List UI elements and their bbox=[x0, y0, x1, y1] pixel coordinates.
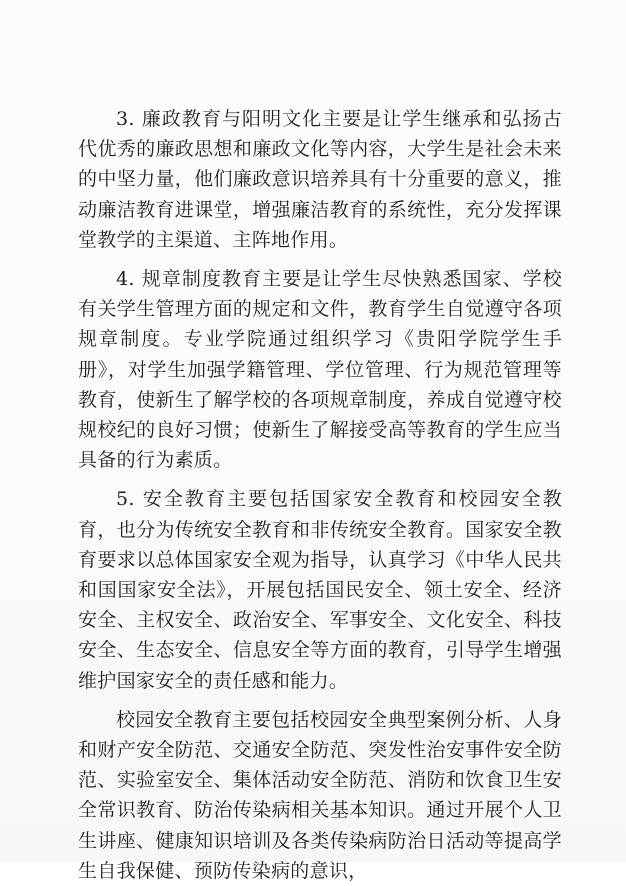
paragraph-safety-education: 5. 安全教育主要包括国家安全教育和校园安全教育，也分为传统安全教育和非传统安全教育。国家安全教育要求以总体国家安全观为指导，认真学习《中华人民共和国国家安全法》，开展包括国民安全、领土安全、经济安全、主权安全、政治安全、军事安全、文化安全、科技安全、生态安全、信息安全等方面的教育，引导学生增强维护国家安全的责任感和能力。 bbox=[78, 488, 562, 692]
paragraph-campus-safety: 校园安全教育主要包括校园安全典型案例分析、人身和财产安全防范、交通安全防范、突发性治安事件安全防范、实验室安全、集体活动安全防范、消防和饮食卫生安全常识教育、防治传染病相关基本知识。通过开展个人卫生讲座、健康知识培训及各类传染病防治日活动等提高学生自我保健、预防传染病的意识， bbox=[78, 708, 562, 882]
paragraph-integrity-education: 3. 廉政教育与阳明文化主要是让学生继承和弘扬古代优秀的廉政思想和廉政文化等内容，大学生是社会未来的中坚力量，他们廉政意识培养具有十分重要的意义，推动廉洁教育进课堂，增强廉洁教育的系统性，充分发挥课堂教学的主渠道、主阵地作用。 bbox=[78, 108, 562, 251]
document-body bbox=[78, 104, 562, 886]
paragraph-rules-education: 4. 规章制度教育主要是让学生尽快熟悉国家、学校有关学生管理方面的规定和文件，教育学生自觉遵守各项规章制度。专业学院通过组织学习《贵阳学院学生手册》，对学生加强学籍管理、学位管理、行为规范管理等教育，使新生了解学校的各项规章制度，养成自觉遵守校规校纪的良好习惯；使新生了解接受高等教育的学生应当具备的行为素质。 bbox=[78, 268, 562, 472]
